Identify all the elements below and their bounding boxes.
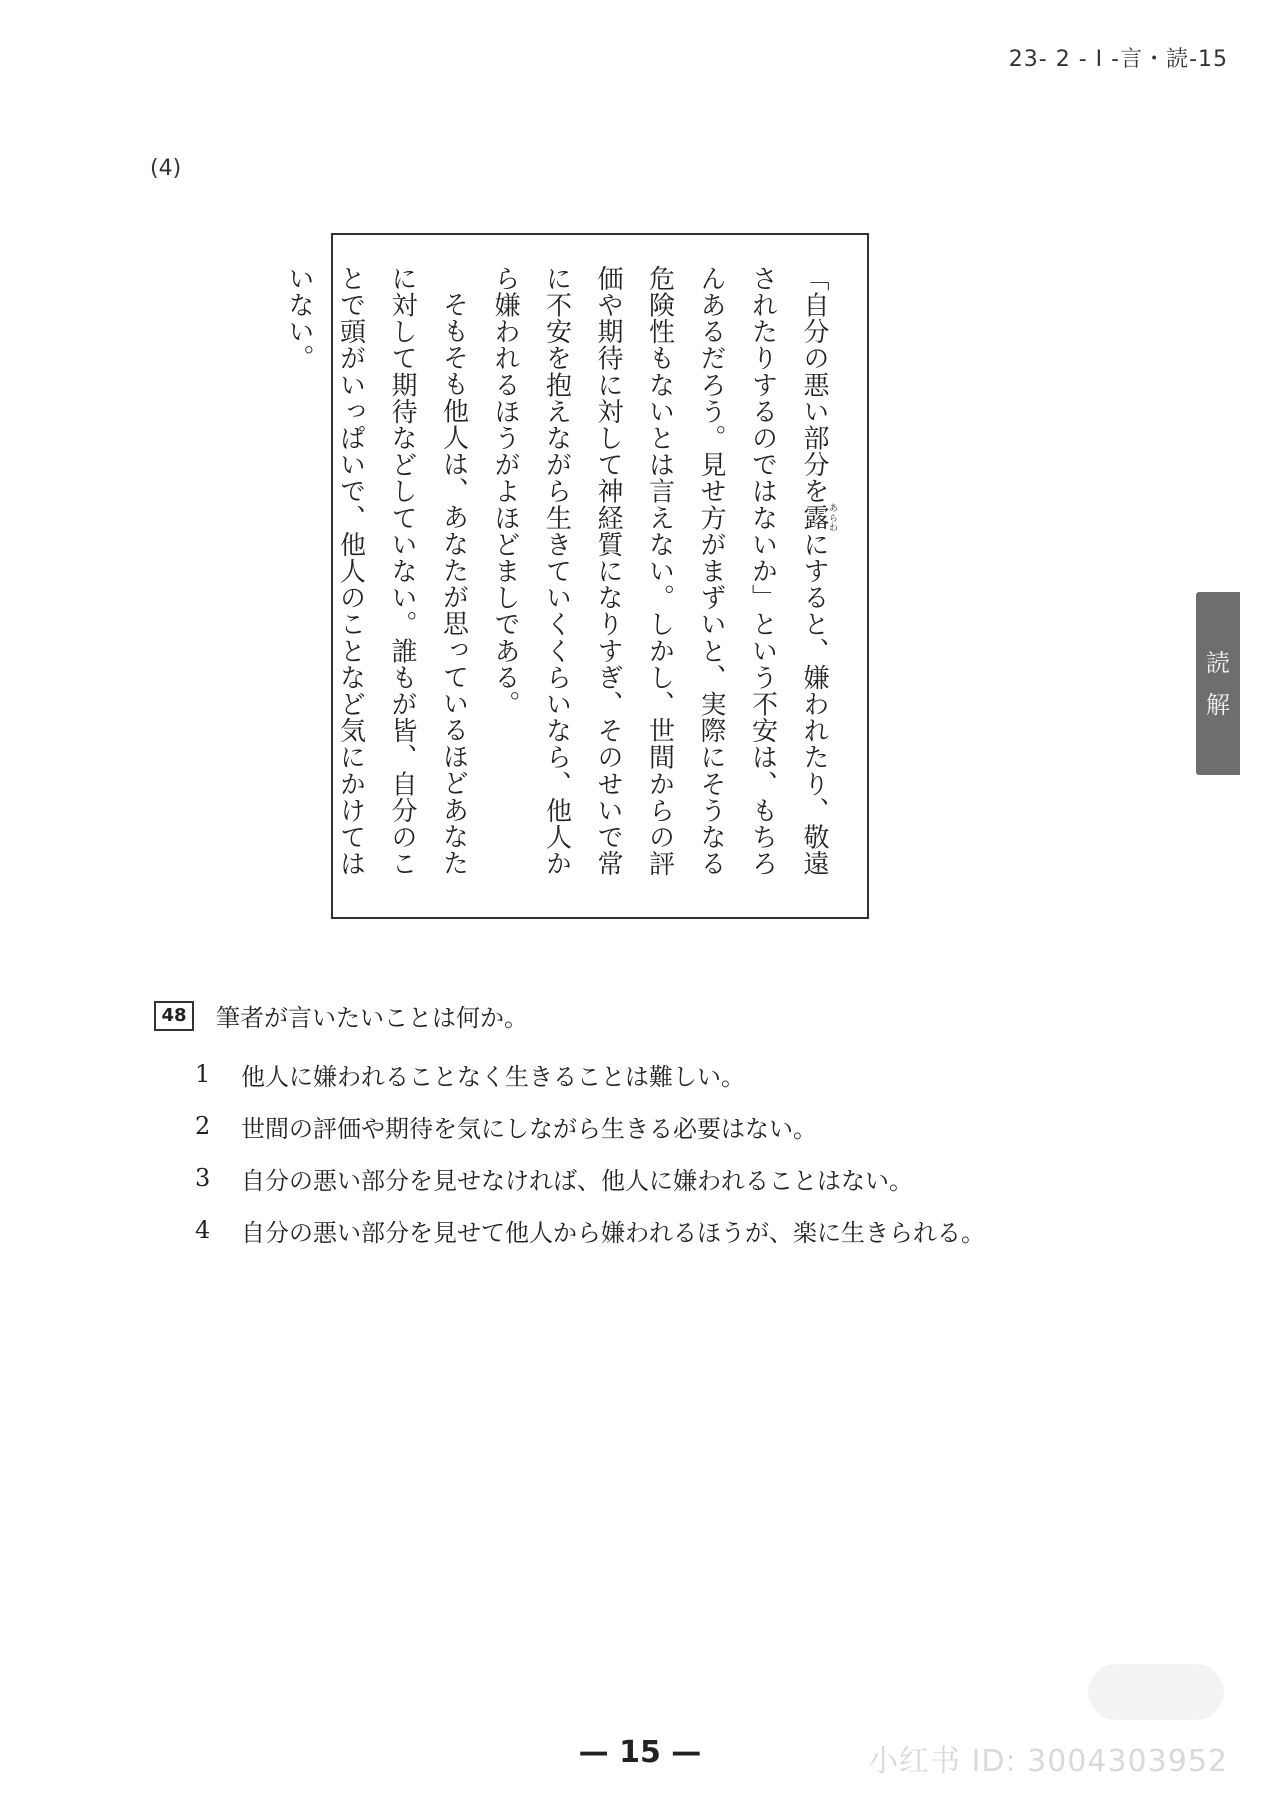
reading-passage-text	[273, 265, 840, 895]
option-text: 世間の評価や期待を気にしながら生きる必要はない。	[241, 1114, 817, 1143]
side-tab-char-2: 解	[1206, 690, 1230, 719]
answer-option-3[interactable]	[195, 1152, 985, 1204]
question-text: 筆者が言いたいことは何か。	[216, 1004, 528, 1032]
answer-options	[195, 1048, 985, 1256]
section-number: (4)	[150, 156, 182, 181]
ruby-arawa	[799, 503, 837, 533]
question-48	[154, 998, 528, 1033]
question-number-box: 48	[154, 1001, 194, 1031]
ruby-base: 露	[799, 503, 829, 533]
answer-option-1[interactable]	[195, 1048, 985, 1100]
reading-section-tab	[1196, 592, 1240, 775]
passage-p1-rest: にすると、嫌われたり、敬遠されたりするのではないか」という不安は、もちろんあるだろう。見せ方がまずいと、実際にそうなる危険性もないとは言えない。しかし、世間からの評価や期待に対して神経質になりすぎ、そのせいで常に不安を抱えながら生きていくくらいなら、他人から嫌われるほうがよほどましである。	[490, 265, 829, 877]
page-number: — 15 —	[578, 1735, 702, 1770]
watermark-text: 小红书 ID: 3004303952	[868, 1744, 1228, 1779]
option-text: 他人に嫌われることなく生きることは難しい。	[241, 1062, 745, 1091]
side-tab-char-1: 読	[1206, 648, 1230, 677]
passage-paragraph-1	[479, 265, 840, 895]
option-number: 1	[195, 1060, 211, 1088]
passage-paragraph-2: そもそも他人は、あなたが思っているほどあなたに対して期待などしていない。誰もが皆、自分のことで頭がいっぱいで、他人のことなど気にかけてはいない。	[284, 265, 469, 877]
ruby-reading: あらわ	[827, 503, 837, 533]
answer-option-4[interactable]	[195, 1204, 985, 1256]
option-number: 3	[195, 1164, 211, 1192]
reading-passage-box	[284, 233, 869, 919]
option-number: 2	[195, 1112, 211, 1140]
option-text: 自分の悪い部分を見せて他人から嫌われるほうが、楽に生きられる。	[241, 1218, 985, 1247]
option-text: 自分の悪い部分を見せなければ、他人に嫌われることはない。	[241, 1166, 913, 1195]
option-number: 4	[195, 1216, 211, 1244]
page-code: 23- 2 - I -言・読-15	[1008, 47, 1228, 72]
watermark-logo	[1088, 1664, 1224, 1720]
answer-option-2[interactable]	[195, 1100, 985, 1152]
passage-p1-start: 「自分の悪い部分を	[799, 265, 829, 505]
